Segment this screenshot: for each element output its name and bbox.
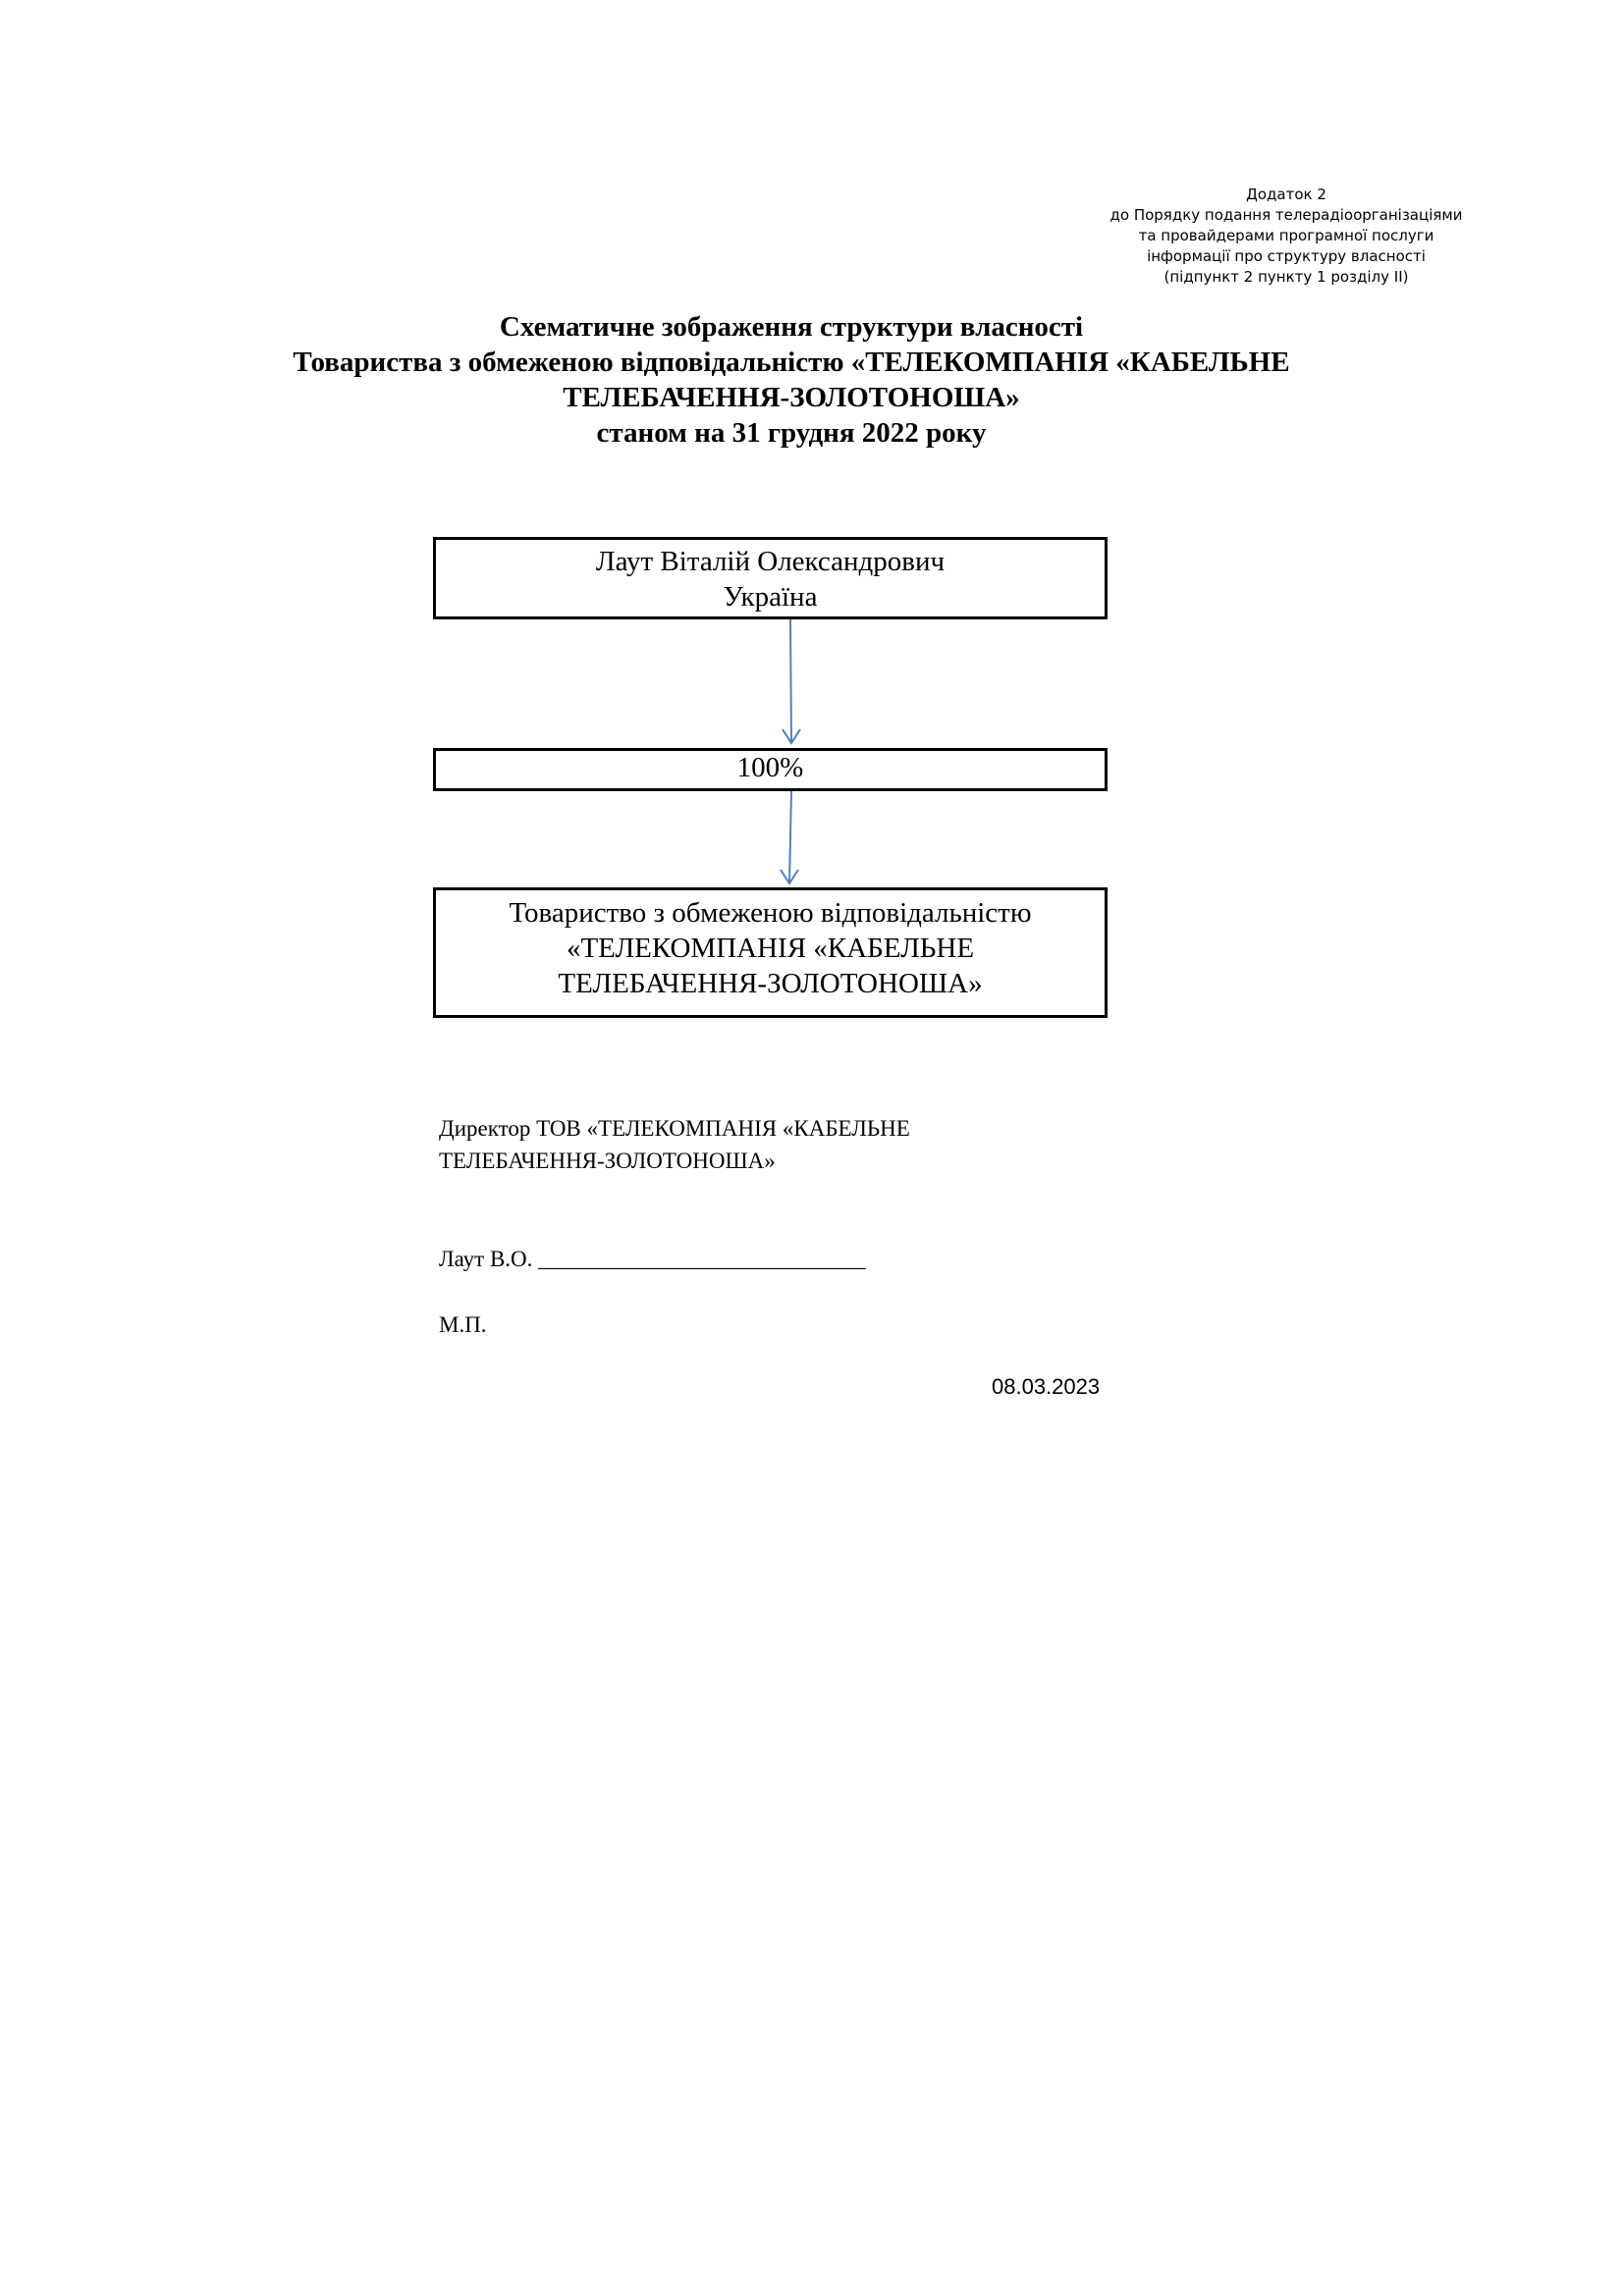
document-date: 08.03.2023 — [992, 1374, 1101, 1399]
signer-position — [439, 1112, 910, 1177]
signer-position-line: Директор ТОВ «ТЕЛЕКОМПАНІЯ «КАБЕЛЬНЕ — [439, 1116, 910, 1141]
company-box — [433, 887, 1108, 1018]
owner-box — [433, 537, 1108, 619]
share-percent: 100% — [736, 752, 804, 783]
signer-position-line: ТЕЛЕБАЧЕННЯ-ЗОЛОТОНОША» — [439, 1148, 776, 1173]
company-line: «ТЕЛЕКОМПАНІЯ «КАБЕЛЬНЕ — [566, 933, 975, 964]
title-line: станом на 31 грудня 2022 року — [596, 417, 987, 449]
title-line: Схематичне зображення структури власності — [499, 311, 1084, 343]
annex-line: та провайдерами програмної послуги — [1138, 227, 1434, 244]
title-line: ТЕЛЕБАЧЕННЯ-ЗОЛОТОНОША» — [563, 382, 1020, 413]
signature-line — [439, 1243, 866, 1275]
stamp-label: М.П. — [439, 1312, 487, 1337]
company-line: Товариство з обмеженою відповідальністю — [509, 897, 1032, 929]
owner-country: Україна — [723, 581, 818, 613]
annex-line: до Порядку подання телерадіоорганізаціями — [1109, 206, 1463, 224]
arrow-share-to-company — [789, 791, 791, 883]
company-line: ТЕЛЕБАЧЕННЯ-ЗОЛОТОНОША» — [558, 968, 983, 999]
arrow-owner-to-share-head — [783, 729, 800, 743]
signer-name: Лаут В.О. _____________________________ — [439, 1247, 866, 1271]
stamp-place — [439, 1308, 487, 1341]
annex-line: інформації про структуру власності — [1147, 247, 1426, 265]
annex-line: Додаток 2 — [1246, 186, 1326, 203]
title-line: Товариства з обмеженою відповідальністю «ТЕЛЕКОМПАНІЯ «КАБЕЛЬНЕ — [293, 347, 1290, 378]
share-box — [433, 748, 1108, 791]
annex-line: (підпункт 2 пункту 1 розділу ІІ) — [1163, 268, 1409, 286]
owner-name: Лаут Віталій Олександрович — [595, 546, 946, 577]
arrow-share-to-company-head — [781, 870, 798, 883]
document-title — [177, 309, 1406, 451]
annex-note — [1080, 185, 1492, 288]
arrow-owner-to-share — [790, 619, 791, 743]
